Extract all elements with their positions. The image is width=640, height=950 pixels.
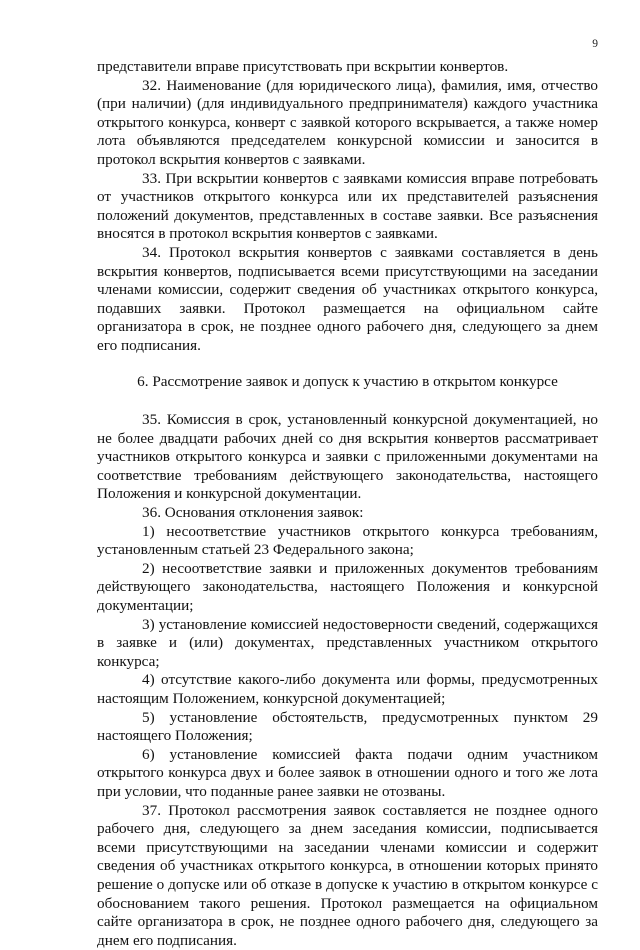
section-heading: 6. Рассмотрение заявок и допуск к участию в открытом конкурсе [137,372,558,390]
paragraph-32: 32. Наименование (для юридического лица), фамилия, имя, отчество (при наличии) (для индивидуального предпринимателя) каждого участника открытого конкурса, конверт с заявкой которого вскрывается, а также номер лота объявляются председателем конкурсной комиссии и заносится в протокол вскрытия конвертов с заявками. [97,76,598,168]
paragraph-continuation: представители вправе присутствовать при вскрытии конвертов. [97,58,509,75]
paragraph-35: 35. Комиссия в срок, установленный конкурсной документацией, но не более двадцати рабочих дней со дня вскрытия конвертов рассматривает участников открытого конкурса и заявки с приложенными документами на соответствие требованиям действующего законодательства, настоящего Положения и конкурсной документации. [97,411,598,503]
list-item-4: 4) отсутствие какого-либо документа или формы, предусмотренных настоящим Положением, конкурсной документацией; [97,671,598,707]
paragraph-36: 36. Основания отклонения заявок: [142,504,364,522]
list-item-2: 2) несоответствие заявки и приложенных документов требованиям действующего законодательства, настоящего Положения и конкурсной документации; [97,559,598,615]
list-item-6: 6) установление комиссией факта подачи одним участником открытого конкурса двух и более заявок в отношении одного и того же лота при условии, что поданные ранее заявки не отозваны. [97,745,598,800]
paragraph-37: 37. Протокол рассмотрения заявок составляется не позднее одного рабочего дня, следующего за днем заседания комиссии, подписывается всеми присутствующими на заседании членами комиссии и содержит сведения об участниках открытого конкурса, в отношении которых принято решение о допуске или об отказе в допуске к участию в открытом конкурсе с обоснованием такого решения. Протокол размещается на официальном сайте организатора в срок, не позднее одного рабочего дня, следующего за днем его подписания. [97,801,598,949]
paragraph-33: 33. При вскрытии конвертов с заявками комиссия вправе потребовать от участников открытого конкурса или их представителей разъяснения положений документов, представленных в составе заявки. Все разъяснения вносятся в протокол вскрытия конвертов с заявками. [97,169,598,243]
list-item-3: 3) установление комиссией недостоверности сведений, содержащихся в заявке и (или) документах, представленных участником открытого конкурса; [97,615,598,670]
list-item-5: 5) установление обстоятельств, предусмотренных пунктом 29 настоящего Положения; [97,708,598,745]
document-body [97,58,598,950]
list-item-1: 1) несоответствие участников открытого конкурса требованиям, установленным статьей 23 Федерального закона; [97,522,598,559]
page-number: 9 [592,38,598,50]
paragraph-34: 34. Протокол вскрытия конвертов с заявками составляется в день вскрытия конвертов, подписывается всеми присутствующими на заседании членами комиссии, содержит сведения об участниках открытого конкурса, подавших заявки. Протокол размещается на официальном сайте организатора в срок, не позднее одного рабочего дня, следующего за днем его подписания. [97,243,598,354]
